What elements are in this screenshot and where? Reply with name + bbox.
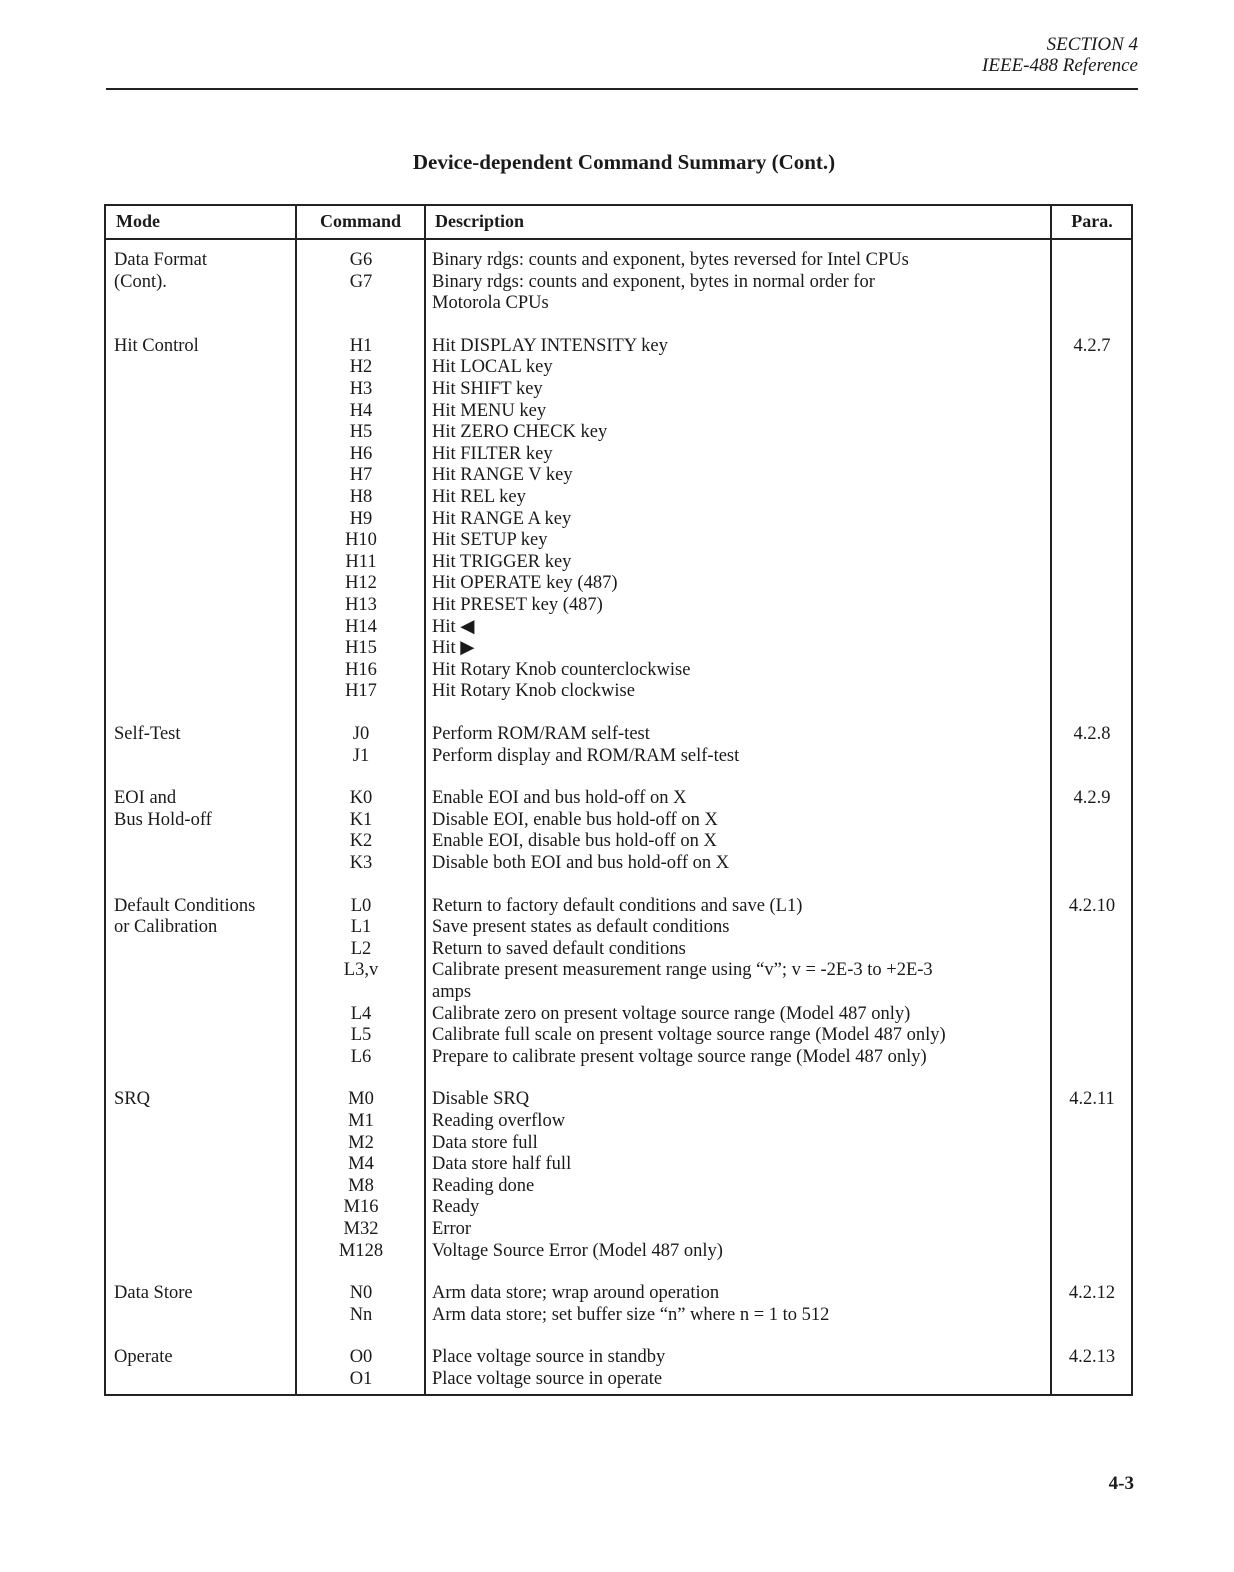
command-code: H16	[345, 659, 377, 680]
mode-cell	[114, 724, 294, 746]
command-description: Arm data store; set buffer size “n” where n = 1 to 512	[432, 1304, 830, 1325]
description-cell	[432, 896, 1042, 1069]
command-description: Ready	[432, 1197, 480, 1218]
command-code: L3,v	[343, 960, 379, 981]
command-description: Reading overflow	[432, 1110, 566, 1131]
paragraph-reference: 4.2.7	[1073, 335, 1111, 356]
paragraph-reference: 4.2.9	[1073, 788, 1111, 809]
mode-cell	[114, 1283, 294, 1305]
command-description: Enable EOI, disable bus hold-off on X	[432, 831, 717, 852]
command-code: H8	[349, 486, 373, 507]
command-code: H13	[345, 594, 377, 615]
mode-label: Data Format	[114, 250, 207, 270]
command-code: L0	[350, 895, 372, 916]
command-description: Disable both EOI and bus hold-off on X	[432, 852, 730, 873]
command-description: Reading done	[432, 1175, 535, 1196]
command-code: H7	[349, 465, 373, 486]
command-code: H14	[345, 616, 377, 637]
command-code: H6	[349, 443, 373, 464]
command-code: M8	[348, 1175, 374, 1196]
mode-label: EOI and	[114, 788, 177, 809]
paragraph-reference: 4.2.12	[1068, 1283, 1116, 1304]
command-description: Hit TRIGGER key	[432, 551, 572, 572]
command-description: Save present states as default conditions	[432, 917, 730, 938]
command-description: Disable EOI, enable bus hold-off on X	[432, 809, 718, 830]
command-code: H2	[349, 357, 373, 378]
paragraph-reference: 4.2.8	[1073, 724, 1111, 744]
command-description: Voltage Source Error (Model 487 only)	[432, 1240, 723, 1261]
section-subtitle: IEEE-488 Reference	[982, 55, 1138, 76]
header-rule	[106, 88, 1138, 90]
mode-cell	[114, 336, 294, 358]
page-number: 4-3	[1108, 1473, 1134, 1494]
command-cell	[296, 1283, 426, 1326]
command-code: M32	[343, 1218, 379, 1239]
command-description: Perform ROM/RAM self-test	[432, 724, 650, 744]
command-code: H12	[345, 573, 377, 594]
command-description: Binary rdgs: counts and exponent, bytes in normal order for	[432, 271, 875, 292]
description-cell	[432, 724, 1042, 767]
mode-cell	[114, 1089, 294, 1111]
command-description: Hit Rotary Knob counterclockwise	[432, 659, 691, 680]
command-table	[104, 204, 1133, 1396]
command-code: H15	[345, 638, 377, 659]
command-code: J1	[352, 745, 370, 766]
command-code: M16	[343, 1197, 379, 1218]
mode-label: Self-Test	[114, 724, 181, 744]
mode-cell	[114, 896, 294, 939]
command-code: H5	[349, 422, 373, 443]
description-cell	[432, 1283, 1042, 1326]
command-code: K0	[349, 788, 373, 809]
command-code: J0	[352, 724, 370, 744]
header-divider	[106, 238, 1131, 240]
command-code: L5	[350, 1025, 372, 1046]
mode-label: Bus Hold-off	[114, 809, 212, 830]
mode-cell	[114, 1347, 294, 1369]
command-code: L6	[350, 1046, 372, 1067]
command-code: L2	[350, 938, 372, 959]
mode-label: (Cont).	[114, 271, 167, 292]
command-code: M4	[348, 1154, 374, 1175]
description-cell	[432, 250, 1042, 315]
command-cell	[296, 250, 426, 315]
command-description: Prepare to calibrate present voltage source range (Model 487 only)	[432, 1046, 927, 1067]
command-code: M1	[348, 1110, 374, 1131]
mode-label: SRQ	[114, 1089, 150, 1110]
column-header-description: Description	[435, 211, 524, 231]
command-code: L4	[350, 1003, 372, 1024]
command-description: Place voltage source in standby	[432, 1347, 666, 1368]
paragraph-reference: 4.2.10	[1068, 895, 1116, 916]
command-description: Perform display and ROM/RAM self-test	[432, 745, 740, 766]
column-header-mode: Mode	[116, 211, 160, 231]
command-description: Hit ◀	[432, 616, 475, 637]
command-description: Place voltage source in operate	[432, 1368, 663, 1389]
command-code: L1	[350, 917, 372, 938]
command-description: Calibrate present measurement range using “v”; v = -2E-3 to +2E-3	[432, 960, 933, 981]
command-description: Error	[432, 1218, 472, 1239]
page-title: Device-dependent Command Summary (Cont.)	[412, 150, 836, 174]
command-description: Return to saved default conditions	[432, 938, 686, 959]
command-description: Hit REL key	[432, 486, 526, 507]
command-description: Hit RANGE A key	[432, 508, 572, 529]
command-description: Hit DISPLAY INTENSITY key	[432, 335, 668, 356]
command-description: Hit PRESET key (487)	[432, 594, 603, 615]
command-description: Return to factory default conditions and save (L1)	[432, 895, 803, 916]
mode-cell	[114, 788, 294, 831]
continuation-spacer	[296, 982, 426, 1004]
command-description: Hit RANGE V key	[432, 465, 573, 486]
command-code: H3	[349, 378, 373, 399]
command-description: amps	[432, 981, 472, 1002]
command-description: Hit Rotary Knob clockwise	[432, 681, 635, 702]
command-code: M0	[348, 1089, 374, 1110]
mode-label: Hit Control	[114, 335, 199, 356]
column-header-para: Para.	[1071, 211, 1113, 231]
command-description: Data store full	[432, 1132, 538, 1153]
mode-label: or Calibration	[114, 917, 218, 938]
continuation-spacer	[296, 293, 426, 315]
command-cell	[296, 1347, 426, 1390]
description-cell	[432, 336, 1042, 703]
command-description: Hit SETUP key	[432, 530, 548, 551]
command-code: H4	[349, 400, 373, 421]
command-cell	[296, 896, 426, 1069]
command-code: O0	[349, 1347, 373, 1368]
mode-label: Operate	[114, 1347, 173, 1368]
command-code: H11	[345, 551, 377, 572]
command-description: Enable EOI and bus hold-off on X	[432, 788, 687, 809]
command-description: Motorola CPUs	[432, 293, 549, 314]
command-code: O1	[349, 1368, 373, 1389]
command-cell	[296, 1089, 426, 1262]
command-description: Hit FILTER key	[432, 443, 553, 464]
paragraph-reference: 4.2.11	[1069, 1089, 1115, 1110]
command-cell	[296, 336, 426, 703]
command-cell	[296, 788, 426, 874]
command-code: M128	[338, 1240, 384, 1261]
command-code: K2	[349, 831, 373, 852]
mode-cell	[114, 250, 294, 293]
command-code: G6	[349, 250, 373, 270]
command-description: Hit MENU key	[432, 400, 547, 421]
command-description: Arm data store; wrap around operation	[432, 1283, 720, 1304]
command-description: Hit LOCAL key	[432, 357, 553, 378]
description-cell	[432, 788, 1042, 874]
command-code: H9	[349, 508, 373, 529]
command-code: N0	[349, 1283, 373, 1304]
command-description: Calibrate full scale on present voltage source range (Model 487 only)	[432, 1025, 946, 1046]
command-description: Hit ZERO CHECK key	[432, 422, 608, 443]
command-description: Data store half full	[432, 1154, 572, 1175]
command-description: Hit ▶	[432, 638, 475, 659]
command-description: Hit OPERATE key (487)	[432, 573, 618, 594]
section-label: SECTION 4	[1046, 34, 1138, 55]
command-code: K3	[349, 852, 373, 873]
command-description: Calibrate zero on present voltage source range (Model 487 only)	[432, 1003, 911, 1024]
description-cell	[432, 1347, 1042, 1390]
command-code: K1	[349, 809, 373, 830]
command-cell	[296, 724, 426, 767]
column-header-command: Command	[319, 211, 401, 231]
mode-label: Default Conditions	[114, 895, 256, 916]
mode-label: Data Store	[114, 1283, 193, 1304]
paragraph-reference: 4.2.13	[1068, 1347, 1116, 1368]
command-code: Nn	[349, 1304, 373, 1325]
description-cell	[432, 1089, 1042, 1262]
command-code: M2	[348, 1132, 374, 1153]
command-code: H17	[345, 681, 377, 702]
command-description: Binary rdgs: counts and exponent, bytes reversed for Intel CPUs	[432, 250, 909, 270]
command-code: H10	[345, 530, 377, 551]
command-code: G7	[349, 271, 373, 292]
command-description: Disable SRQ	[432, 1089, 530, 1110]
command-code: H1	[349, 335, 373, 356]
command-description: Hit SHIFT key	[432, 378, 543, 399]
